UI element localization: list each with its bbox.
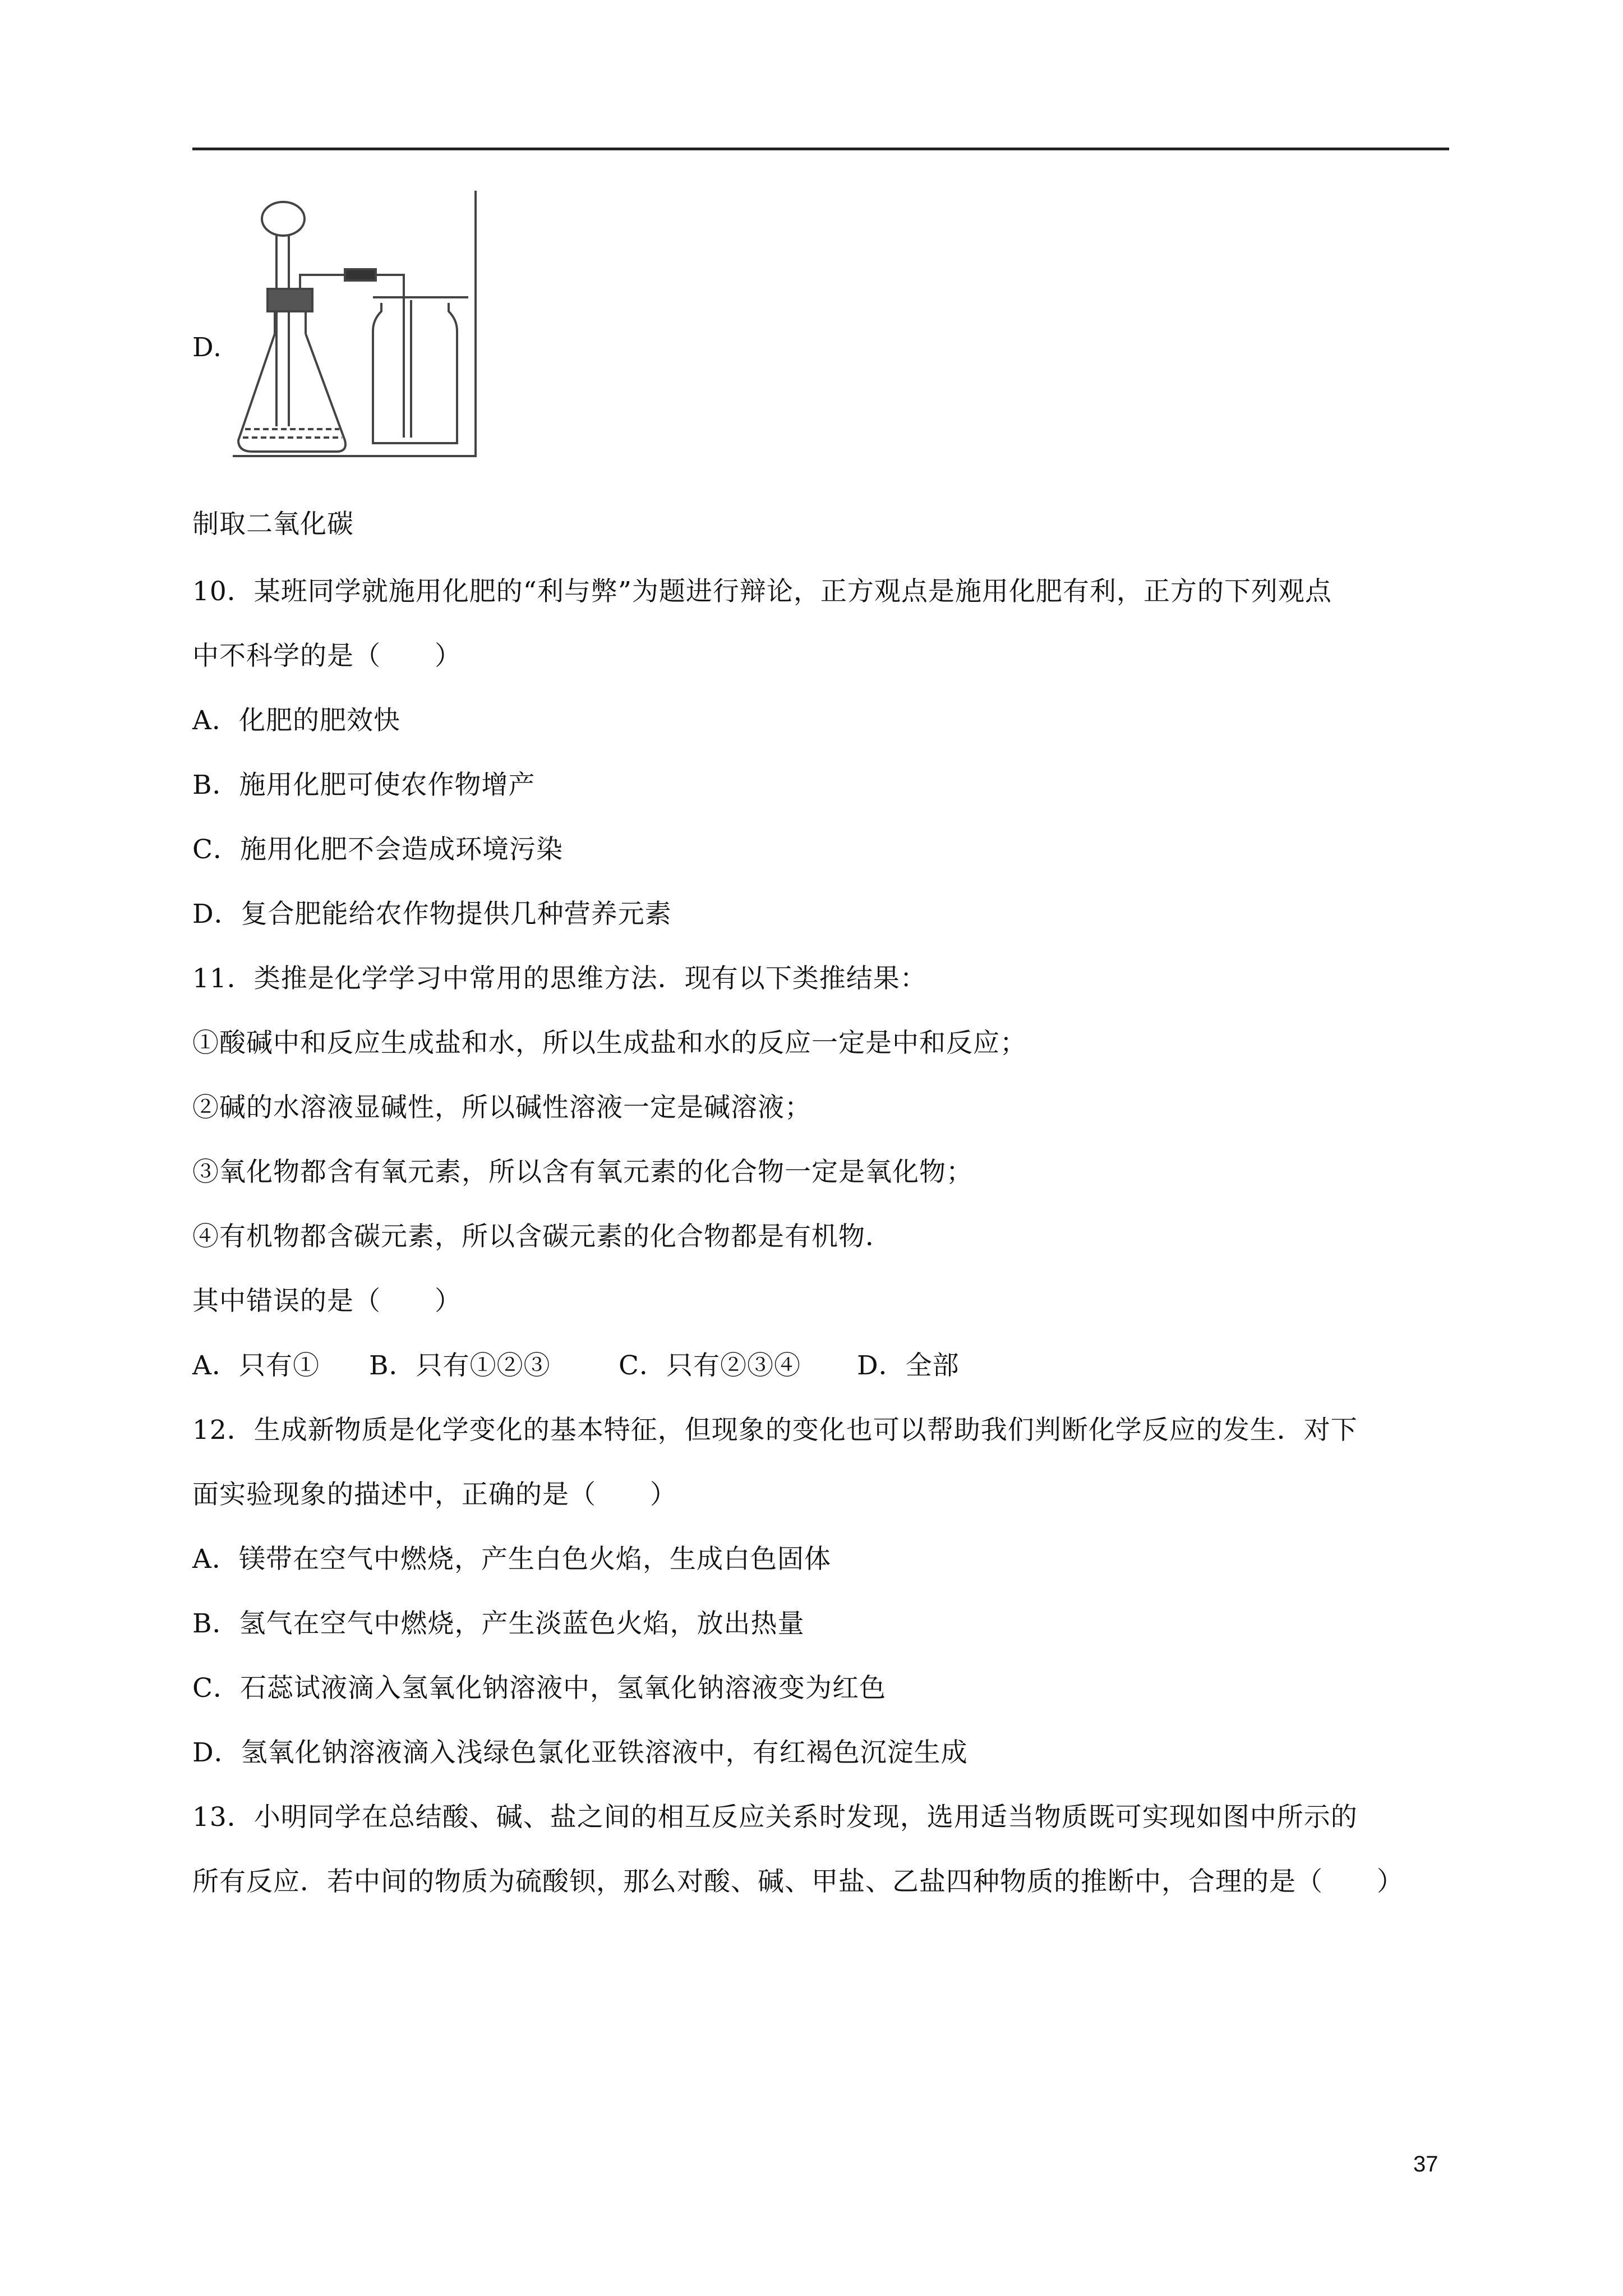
q12-stem-line2: 面实验现象的描述中，正确的是（ ）: [192, 1479, 677, 1510]
q12-option-b: B．氢气在空气中燃烧，产生淡蓝色火焰，放出热量: [192, 1608, 805, 1639]
co2-apparatus-diagram: [233, 191, 479, 457]
page-number: 37: [1413, 2152, 1438, 2177]
q10-stem-line1: 10．某班同学就施用化肥的“利与弊”为题进行辩论，正方观点是施用化肥有利，正方的下列观点: [192, 576, 1332, 607]
q11-option-d: D．全部: [857, 1350, 960, 1381]
q10-option-d: D．复合肥能给农作物提供几种营养元素: [192, 899, 672, 930]
q11-question: 其中错误的是（ ）: [192, 1286, 462, 1317]
q9-option-d-label: D.: [192, 332, 222, 363]
q11-option-c: C．只有②③④: [619, 1350, 801, 1381]
header-rule: [192, 148, 1449, 150]
q11-statement-4: ④有机物都含碳元素，所以含碳元素的化合物都是有机物．: [192, 1221, 892, 1252]
q11-statement-2: ②碱的水溶液显碱性，所以碱性溶液一定是碱溶液；: [192, 1092, 811, 1123]
q10-stem-line2: 中不科学的是（ ）: [192, 641, 462, 671]
q12-option-a: A．镁带在空气中燃烧，产生白色火焰，生成白色固体: [192, 1544, 831, 1575]
q11-option-a: A．只有①: [192, 1350, 320, 1381]
q11-option-b: B．只有①②③: [369, 1350, 551, 1381]
q12-option-d: D．氢氧化钠溶液滴入浅绿色氯化亚铁溶液中，有红褐色沉淀生成: [192, 1737, 968, 1768]
q11-statement-1: ①酸碱中和反应生成盐和水，所以生成盐和水的反应一定是中和反应；: [192, 1028, 1027, 1059]
q9-option-d-caption: 制取二氧化碳: [192, 509, 354, 540]
q13-stem-line2: 所有反应．若中间的物质为硫酸钡，那么对酸、碱、甲盐、乙盐四种物质的推断中，合理的是（ ）: [192, 1866, 1404, 1897]
q11-stem: 11．类推是化学学习中常用的思维方法．现有以下类推结果：: [192, 963, 927, 994]
q13-stem-line1: 13．小明同学在总结酸、碱、盐之间的相互反应关系时发现，选用适当物质既可实现如图中所示的: [192, 1802, 1358, 1833]
q12-option-c: C．石蕊试液滴入氢氧化钠溶液中，氢氧化钠溶液变为红色: [192, 1673, 886, 1704]
q12-stem-line1: 12．生成新物质是化学变化的基本特征，但现象的变化也可以帮助我们判断化学反应的发生．对下: [192, 1415, 1358, 1446]
q10-option-b: B．施用化肥可使农作物增产: [192, 770, 536, 800]
q10-option-c: C．施用化肥不会造成环境污染: [192, 834, 563, 865]
q10-option-a: A．化肥的肥效快: [192, 705, 400, 736]
q11-statement-3: ③氧化物都含有氧元素，所以含有氧元素的化合物一定是氧化物；: [192, 1157, 973, 1188]
q11-options-row: [192, 1349, 960, 1383]
